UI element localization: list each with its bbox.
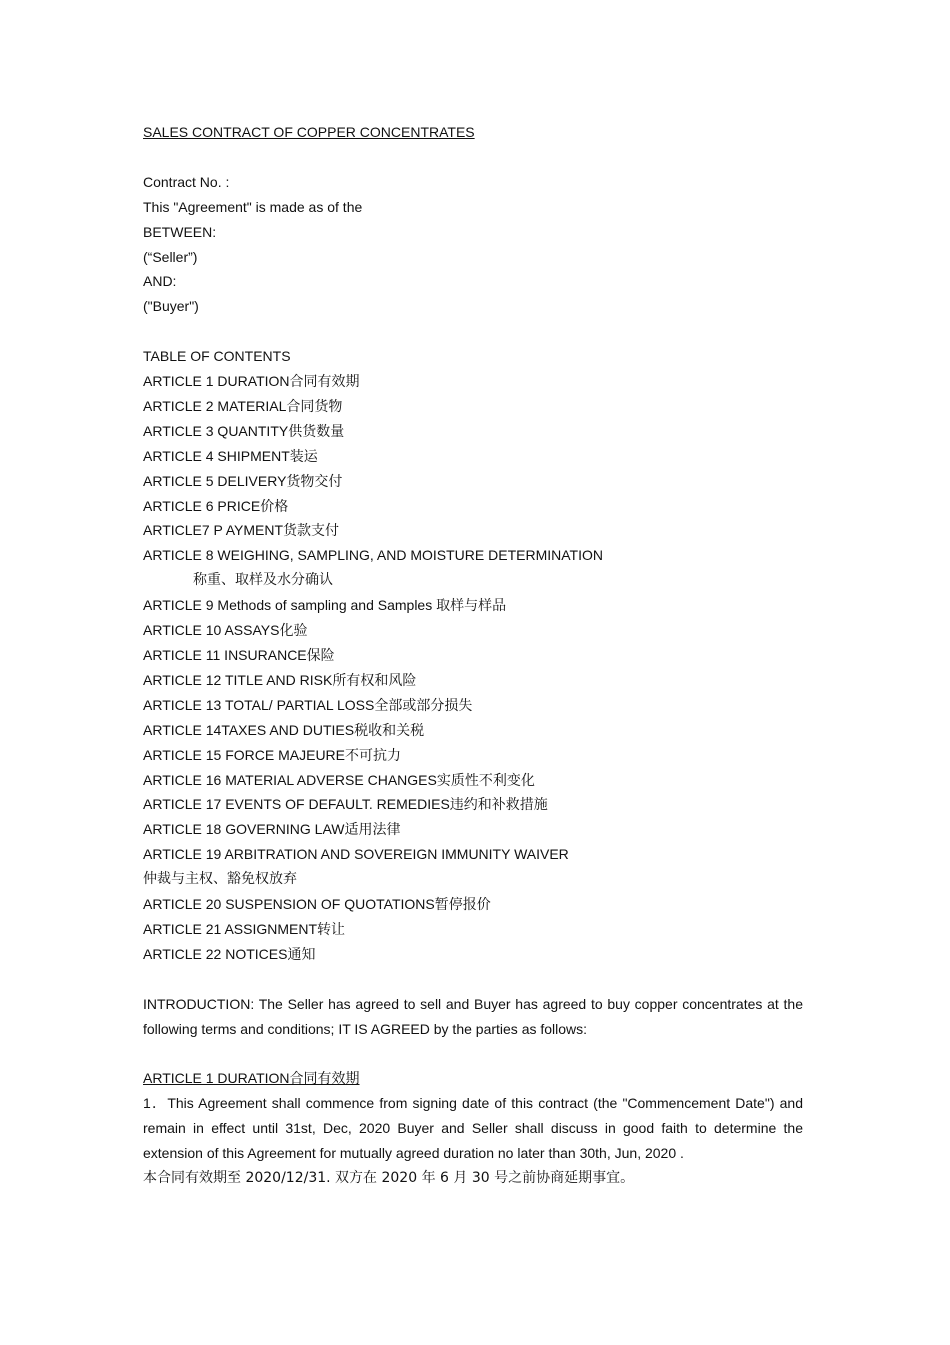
and-label: AND: — [143, 273, 177, 290]
toc-item: ARTICLE 2 MATERIAL合同货物 — [143, 397, 343, 414]
toc-item: ARTICLE 17 EVENTS OF DEFAULT. REMEDIES违约和补救措施 — [143, 796, 548, 813]
toc-item: ARTICLE 13 TOTAL/ PARTIAL LOSS全部或部分损失 — [143, 696, 473, 713]
toc-item: ARTICLE 5 DELIVERY货物交付 — [143, 472, 343, 489]
toc-item: ARTICLE 21 ASSIGNMENT转让 — [143, 920, 346, 937]
toc-item: ARTICLE7 P AYMENT货款支付 — [143, 522, 340, 539]
toc-item: ARTICLE 16 MATERIAL ADVERSE CHANGES实质性不利变化 — [143, 771, 535, 788]
article-1-paragraph: 1．This Agreement shall commence from signing date of this contract (the "Commencement Date") and remain in effect until 31st, Dec, 2020 Buyer and Seller shall discuss in good faith to determine the extension of this Agreement for mutually agreed duration no later than 30th, Jun, 2020 . — [143, 1095, 803, 1162]
article-1-chinese-paragraph: 本合同有效期至 2020/12/31. 双方在 2020 年 6 月 30 号之前协商延期事宜。 — [143, 1170, 635, 1186]
toc-item: ARTICLE 8 WEIGHING, SAMPLING, AND MOISTURE DETERMINATION — [143, 547, 603, 564]
toc-item: ARTICLE 19 ARBITRATION AND SOVEREIGN IMMUNITY WAIVER — [143, 846, 569, 863]
toc-item: ARTICLE 11 INSURANCE保险 — [143, 647, 335, 663]
toc-item: ARTICLE 20 SUSPENSION OF QUOTATIONS暂停报价 — [143, 896, 491, 913]
toc-item: ARTICLE 22 NOTICES通知 — [143, 945, 316, 962]
toc-heading: TABLE OF CONTENTS — [143, 348, 291, 365]
toc-item-continuation: 仲裁与主权、豁免权放弃 — [143, 871, 297, 888]
seller-label: (“Seller”) — [143, 248, 198, 265]
toc-item-continuation: 称重、取样及水分确认 — [193, 572, 333, 589]
spacer — [143, 145, 803, 170]
document-body — [143, 120, 803, 1191]
toc-item: ARTICLE 1 DURATION合同有效期 — [143, 373, 360, 390]
contract-number-line: Contract No. : — [143, 173, 230, 190]
article-1-heading: ARTICLE 1 DURATION合同有效期 — [143, 1070, 360, 1087]
table-of-contents — [143, 369, 803, 967]
toc-item: ARTICLE 3 QUANTITY供货数量 — [143, 422, 345, 439]
agreement-date-line: This "Agreement" is made as of the — [143, 198, 363, 215]
toc-item: ARTICLE 10 ASSAYS化验 — [143, 622, 308, 639]
spacer — [143, 1041, 803, 1066]
toc-item: ARTICLE 4 SHIPMENT装运 — [143, 447, 318, 464]
introduction-paragraph: INTRODUCTION: The Seller has agreed to sell and Buyer has agreed to buy copper concentrates at the following terms and conditions; IT IS AGREED by the parties as follows: — [143, 995, 803, 1037]
between-label: BETWEEN: — [143, 223, 217, 240]
buyer-label: ("Buyer") — [143, 298, 199, 315]
toc-item: ARTICLE 9 Methods of sampling and Samples 取样与样品 — [143, 597, 507, 614]
spacer — [143, 319, 803, 344]
document-title: SALES CONTRACT OF COPPER CONCENTRATES — [143, 124, 475, 140]
toc-item: ARTICLE 18 GOVERNING LAW适用法律 — [143, 821, 401, 838]
spacer — [143, 967, 803, 992]
toc-item: ARTICLE 6 PRICE价格 — [143, 497, 289, 514]
toc-item: ARTICLE 15 FORCE MAJEURE不可抗力 — [143, 746, 402, 763]
toc-item: ARTICLE 12 TITLE AND RISK所有权和风险 — [143, 671, 417, 688]
toc-item: ARTICLE 14TAXES AND DUTIES税收和关税 — [143, 721, 425, 738]
